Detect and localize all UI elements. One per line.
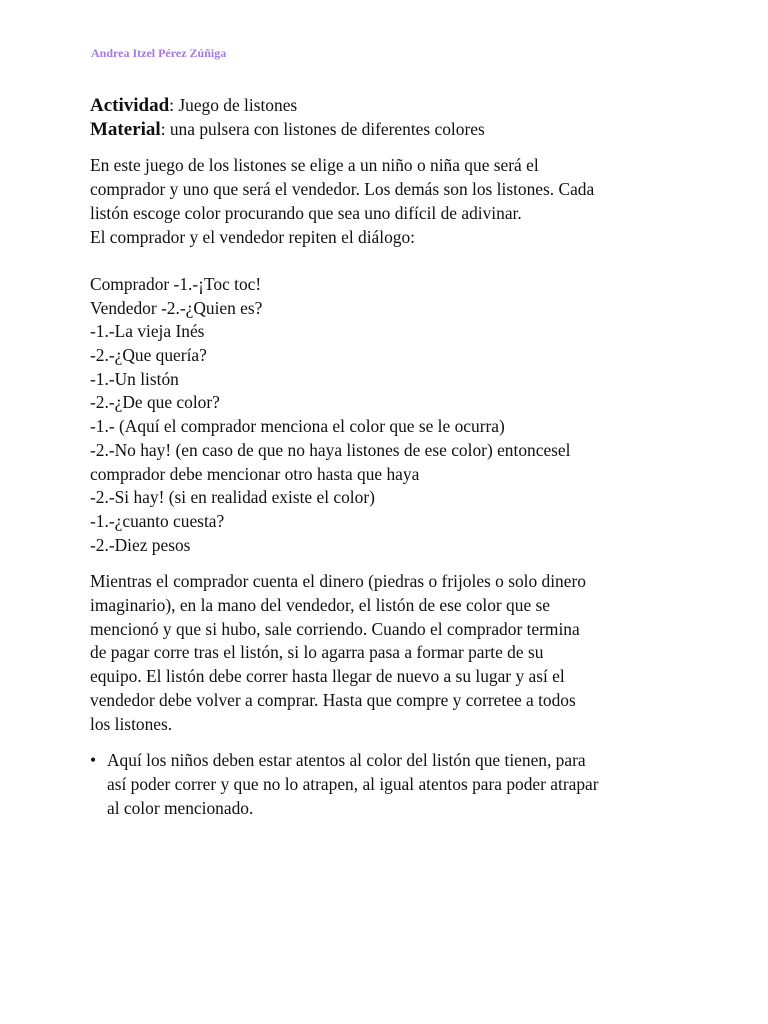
- dialogue-line: Comprador -1.-¡Toc toc!: [90, 273, 262, 294]
- intro-line: comprador y uno que será el vendedor. Los demás son los listones. Cada: [90, 179, 595, 200]
- dialogue-block: [90, 273, 690, 557]
- author-header: Andrea Itzel Pérez Zúñiga: [91, 46, 227, 60]
- material-line: [90, 118, 690, 142]
- intro-line: listón escoge color procurando que sea uno difícil de adivinar.: [90, 202, 522, 223]
- dialogue-line: -2.-Diez pesos: [90, 534, 191, 555]
- bullet-line: al color mencionado.: [107, 797, 254, 818]
- activity-value: : Juego de listones: [169, 95, 298, 115]
- dialogue-line: -2.-¿De que color?: [90, 392, 220, 413]
- activity-label: Actividad: [90, 95, 170, 116]
- bullet-note: [90, 749, 690, 820]
- dialogue-line: Vendedor -2.-¿Quien es?: [90, 297, 263, 318]
- bullet-line: así poder correr y que no lo atrapen, al igual atentos para poder atrapar: [107, 773, 599, 794]
- document-body: [90, 94, 690, 820]
- dialogue-line: comprador debe mencionar otro hasta que haya: [90, 463, 420, 484]
- dialogue-line: -2.-No hay! (en caso de que no haya listones de ese color) entoncesel: [90, 439, 571, 460]
- dialogue-line: -1.-¿cuanto cuesta?: [90, 510, 225, 531]
- description-line: de pagar corre tras el listón, si lo agarra pasa a formar parte de su: [90, 642, 544, 663]
- intro-paragraph: [90, 154, 690, 249]
- description-line: vendedor debe volver a comprar. Hasta que compre y corretee a todos: [90, 689, 576, 710]
- material-label: Material: [90, 118, 161, 140]
- bullet-line: Aquí los niños deben estar atentos al color del listón que tienen, para: [107, 750, 586, 771]
- description-line: imaginario), en la mano del vendedor, el listón de ese color que se: [90, 595, 551, 616]
- description-line: mencionó y que si hubo, sale corriendo. Cuando el comprador termina: [90, 618, 580, 639]
- intro-line: En este juego de los listones se elige a un niño o niña que será el: [90, 155, 539, 176]
- dialogue-line: -2.-Si hay! (si en realidad existe el color): [90, 487, 375, 508]
- activity-line: [90, 94, 690, 118]
- dialogue-line: -1.-Un listón: [90, 368, 179, 389]
- description-paragraph: [90, 570, 690, 736]
- intro-line: El comprador y el vendedor repiten el diálogo:: [90, 226, 415, 247]
- description-line: equipo. El listón debe correr hasta llegar de nuevo a su lugar y así el: [90, 666, 565, 687]
- description-line: los listones.: [90, 713, 173, 734]
- dialogue-line: -1.-La vieja Inés: [90, 321, 205, 342]
- dialogue-line: -1.- (Aquí el comprador menciona el color que se le ocurra): [90, 416, 505, 437]
- bullet-icon: •: [90, 750, 97, 771]
- material-value: : una pulsera con listones de diferentes colores: [160, 118, 485, 139]
- description-line: Mientras el comprador cuenta el dinero (piedras o frijoles o solo dinero: [90, 571, 586, 592]
- dialogue-line: -2.-¿Que quería?: [90, 345, 207, 366]
